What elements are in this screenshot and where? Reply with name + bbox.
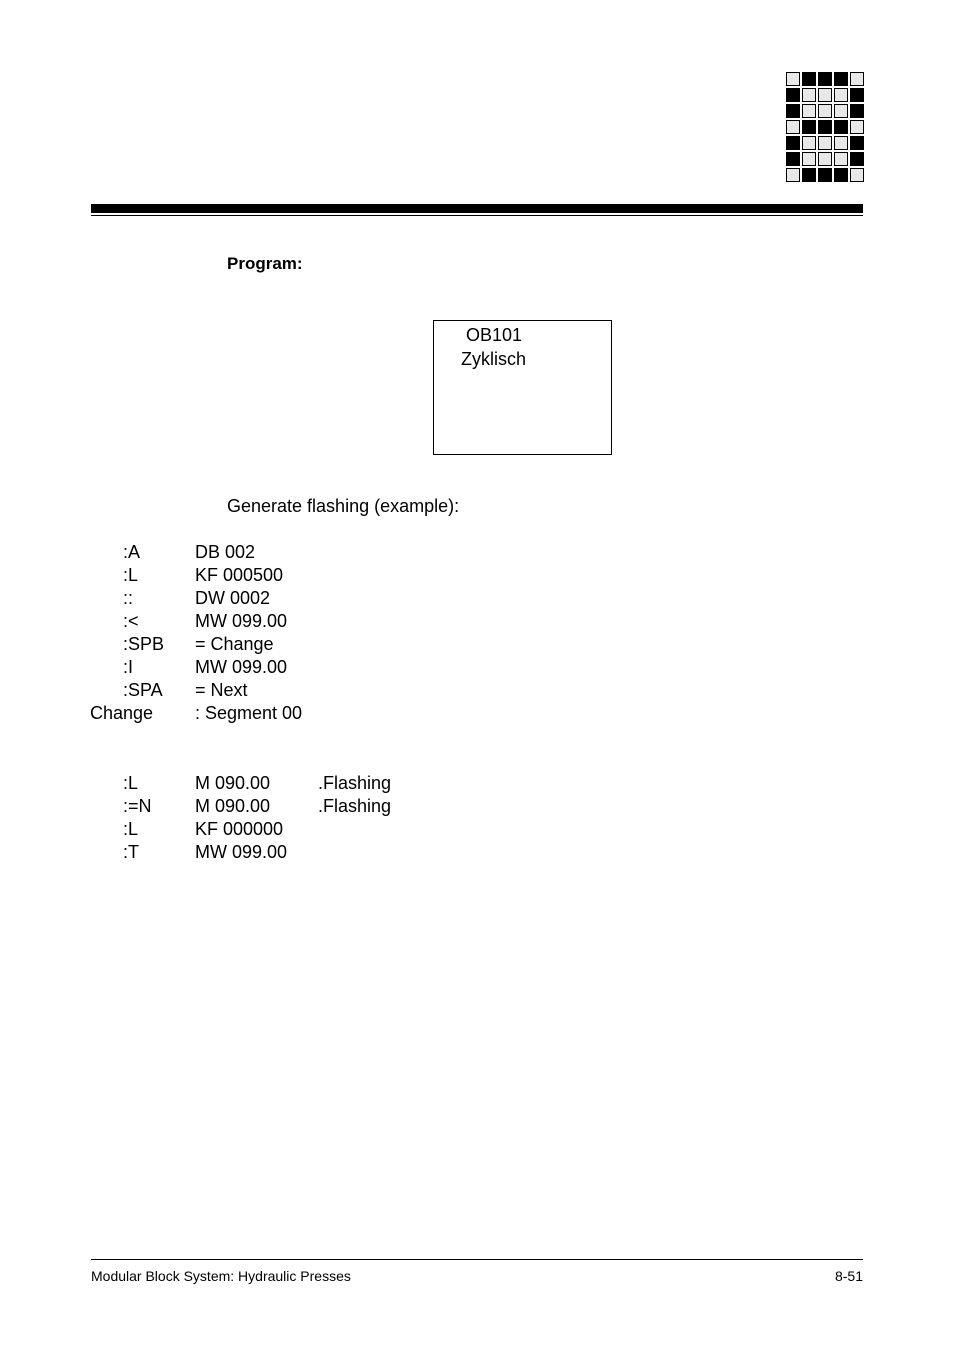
code-line [0,565,954,588]
code-arg: DW 0002 [195,588,271,608]
code-op: :A [123,542,141,562]
logo-cell [834,168,848,182]
logo-cell [802,120,816,134]
logo-cell [802,72,816,86]
code-arg: = Next [195,680,248,700]
logo [786,72,864,182]
code-arg: M 090.00 [195,796,271,816]
logo-cell [802,88,816,102]
page-number: 8-51 [834,1268,863,1284]
logo-cell [850,120,864,134]
logo-cell [786,88,800,102]
code-line [0,611,954,634]
logo-cell [850,104,864,118]
code-arg: DB 002 [195,542,256,562]
code-line [0,796,954,819]
code-op: :: [123,588,134,608]
code-op: :SPA [123,680,163,700]
code-line [0,588,954,611]
logo-cell [834,104,848,118]
section-label: Program: [227,254,303,273]
code-arg: : Segment 00 [195,703,303,723]
logo-cell [834,88,848,102]
logo-cell [786,104,800,118]
code-op: :SPB [123,634,165,654]
ob-box [433,320,612,455]
code-line [0,703,954,726]
logo-cell [850,152,864,166]
footer-title: Modular Block System: Hydraulic Presses [91,1268,351,1284]
code-line [0,634,954,657]
ob-box-type: Zyklisch [461,349,527,369]
logo-cell [786,136,800,150]
logo-cell [850,168,864,182]
code-op: :< [123,611,139,631]
logo-cell [802,152,816,166]
logo-cell [818,104,832,118]
logo-cell [834,120,848,134]
code-line [0,842,954,865]
code-line [0,819,954,842]
logo-cell [802,104,816,118]
code-op: :L [123,773,139,793]
logo-cell [802,136,816,150]
header-rule-thin [91,215,863,216]
code-op: :T [123,842,139,862]
header-rule-thick [91,204,863,213]
logo-cell [850,72,864,86]
logo-cell [818,72,832,86]
logo-cell [802,168,816,182]
code-op: :I [123,657,134,677]
code-line [0,680,954,703]
logo-cell [818,152,832,166]
code-line [0,657,954,680]
code-op: :L [123,819,139,839]
code-arg: M 090.00 [195,773,271,793]
caption: Generate flashing (example): [227,496,460,516]
code-arg: MW 099.00 [195,842,288,862]
code-op: :L [123,565,139,585]
logo-cell [850,136,864,150]
logo-cell [850,88,864,102]
logo-cell [834,72,848,86]
code-op: Change [90,703,154,723]
code-arg: MW 099.00 [195,657,288,677]
code-line [0,542,954,565]
code-arg: MW 099.00 [195,611,288,631]
footer-rule [91,1259,863,1260]
logo-cell [834,152,848,166]
code-comment: .Flashing [318,773,392,793]
code-comment: .Flashing [318,796,392,816]
logo-cell [786,152,800,166]
logo-cell [818,88,832,102]
logo-cell [786,72,800,86]
logo-cell [818,136,832,150]
logo-cell [818,120,832,134]
logo-cell [786,120,800,134]
logo-cell [834,136,848,150]
code-line [0,773,954,796]
logo-cell [786,168,800,182]
code-arg: = Change [195,634,274,654]
logo-cell [818,168,832,182]
code-arg: KF 000000 [195,819,284,839]
code-arg: KF 000500 [195,565,284,585]
ob-box-name: OB101 [466,325,523,345]
code-op: :=N [123,796,152,816]
